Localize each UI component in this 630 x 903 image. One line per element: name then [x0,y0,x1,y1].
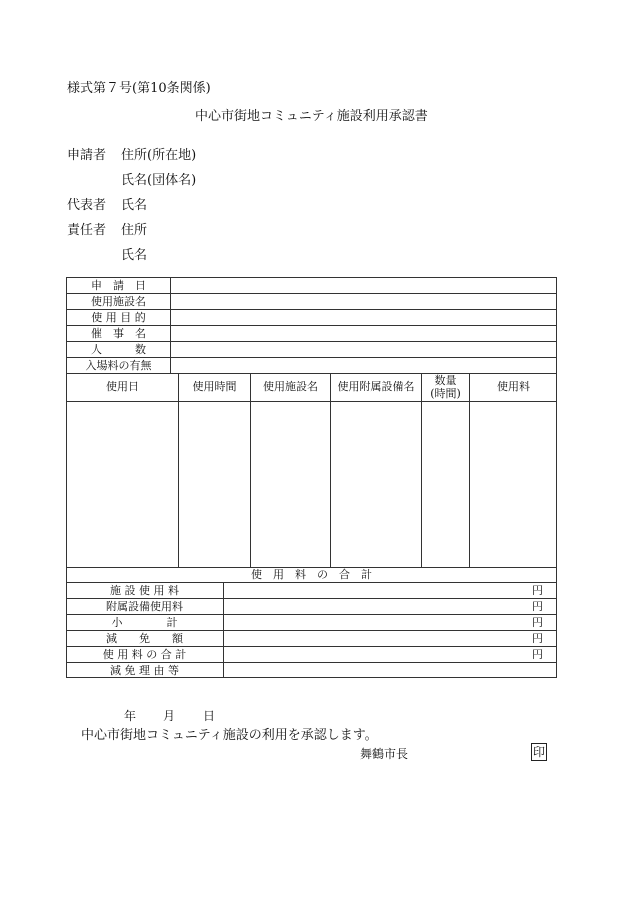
summary-row-label: 使 用 料 の 合 計 [102,648,187,661]
equipment-name-header: 使用附属設備名 [337,380,415,393]
approval-text: 中心市街地コミュニティ施設の利用を承認します。 [81,728,378,743]
summary-row-label: 施 設 使 用 料 [110,584,179,597]
yen-unit: 円 [532,616,543,629]
representative-name-label: 氏名 [121,198,148,213]
responsible-address-label: 住所 [121,223,148,238]
applicant-label: 申請者 [67,148,107,163]
yen-unit: 円 [532,648,543,661]
yen-unit: 円 [532,632,543,645]
summary-row-label: 附属設備使用料 [106,600,183,613]
form-number: 様式第７号(第10条関係) [67,81,211,96]
date-year: 年 [124,709,137,723]
responsible-name-label: 氏名 [121,248,148,263]
quantity-header: 数量 (時間) [430,374,461,400]
representative-label: 代表者 [67,198,107,213]
date-day: 日 [203,709,216,723]
mayor-title: 舞鶴市長 [360,747,409,761]
summary-row-label: 減 免 理 由 等 [110,664,179,677]
yen-unit: 円 [532,600,543,613]
date-month: 月 [163,709,176,723]
document-title: 中心市街地コミュニティ施設利用承認書 [195,109,428,124]
upper-row-label: 入場料の有無 [85,359,152,372]
upper-row-label: 使 用 目 的 [91,311,146,324]
summary-row-label: 減 免 額 [106,632,183,645]
seal-mark: 印 [533,745,546,759]
upper-row-label: 催 事 名 [91,327,146,340]
upper-row-label: 申 請 日 [91,279,146,292]
address-label: 住所(所在地) [121,148,197,163]
fee-total-title: 使 用 料 の 合 計 [251,568,372,581]
usage-date-header: 使用日 [106,380,139,393]
upper-row-label: 使用施設名 [91,295,146,308]
yen-unit: 円 [532,584,543,597]
facility-name-header: 使用施設名 [263,380,318,393]
fee-header: 使用料 [497,380,530,393]
responsible-label: 責任者 [67,223,107,238]
usage-time-header: 使用時間 [192,380,237,393]
summary-row-label: 小 計 [111,616,178,629]
organization-name-label: 氏名(団体名) [121,173,197,188]
upper-row-label: 人 数 [91,343,146,356]
